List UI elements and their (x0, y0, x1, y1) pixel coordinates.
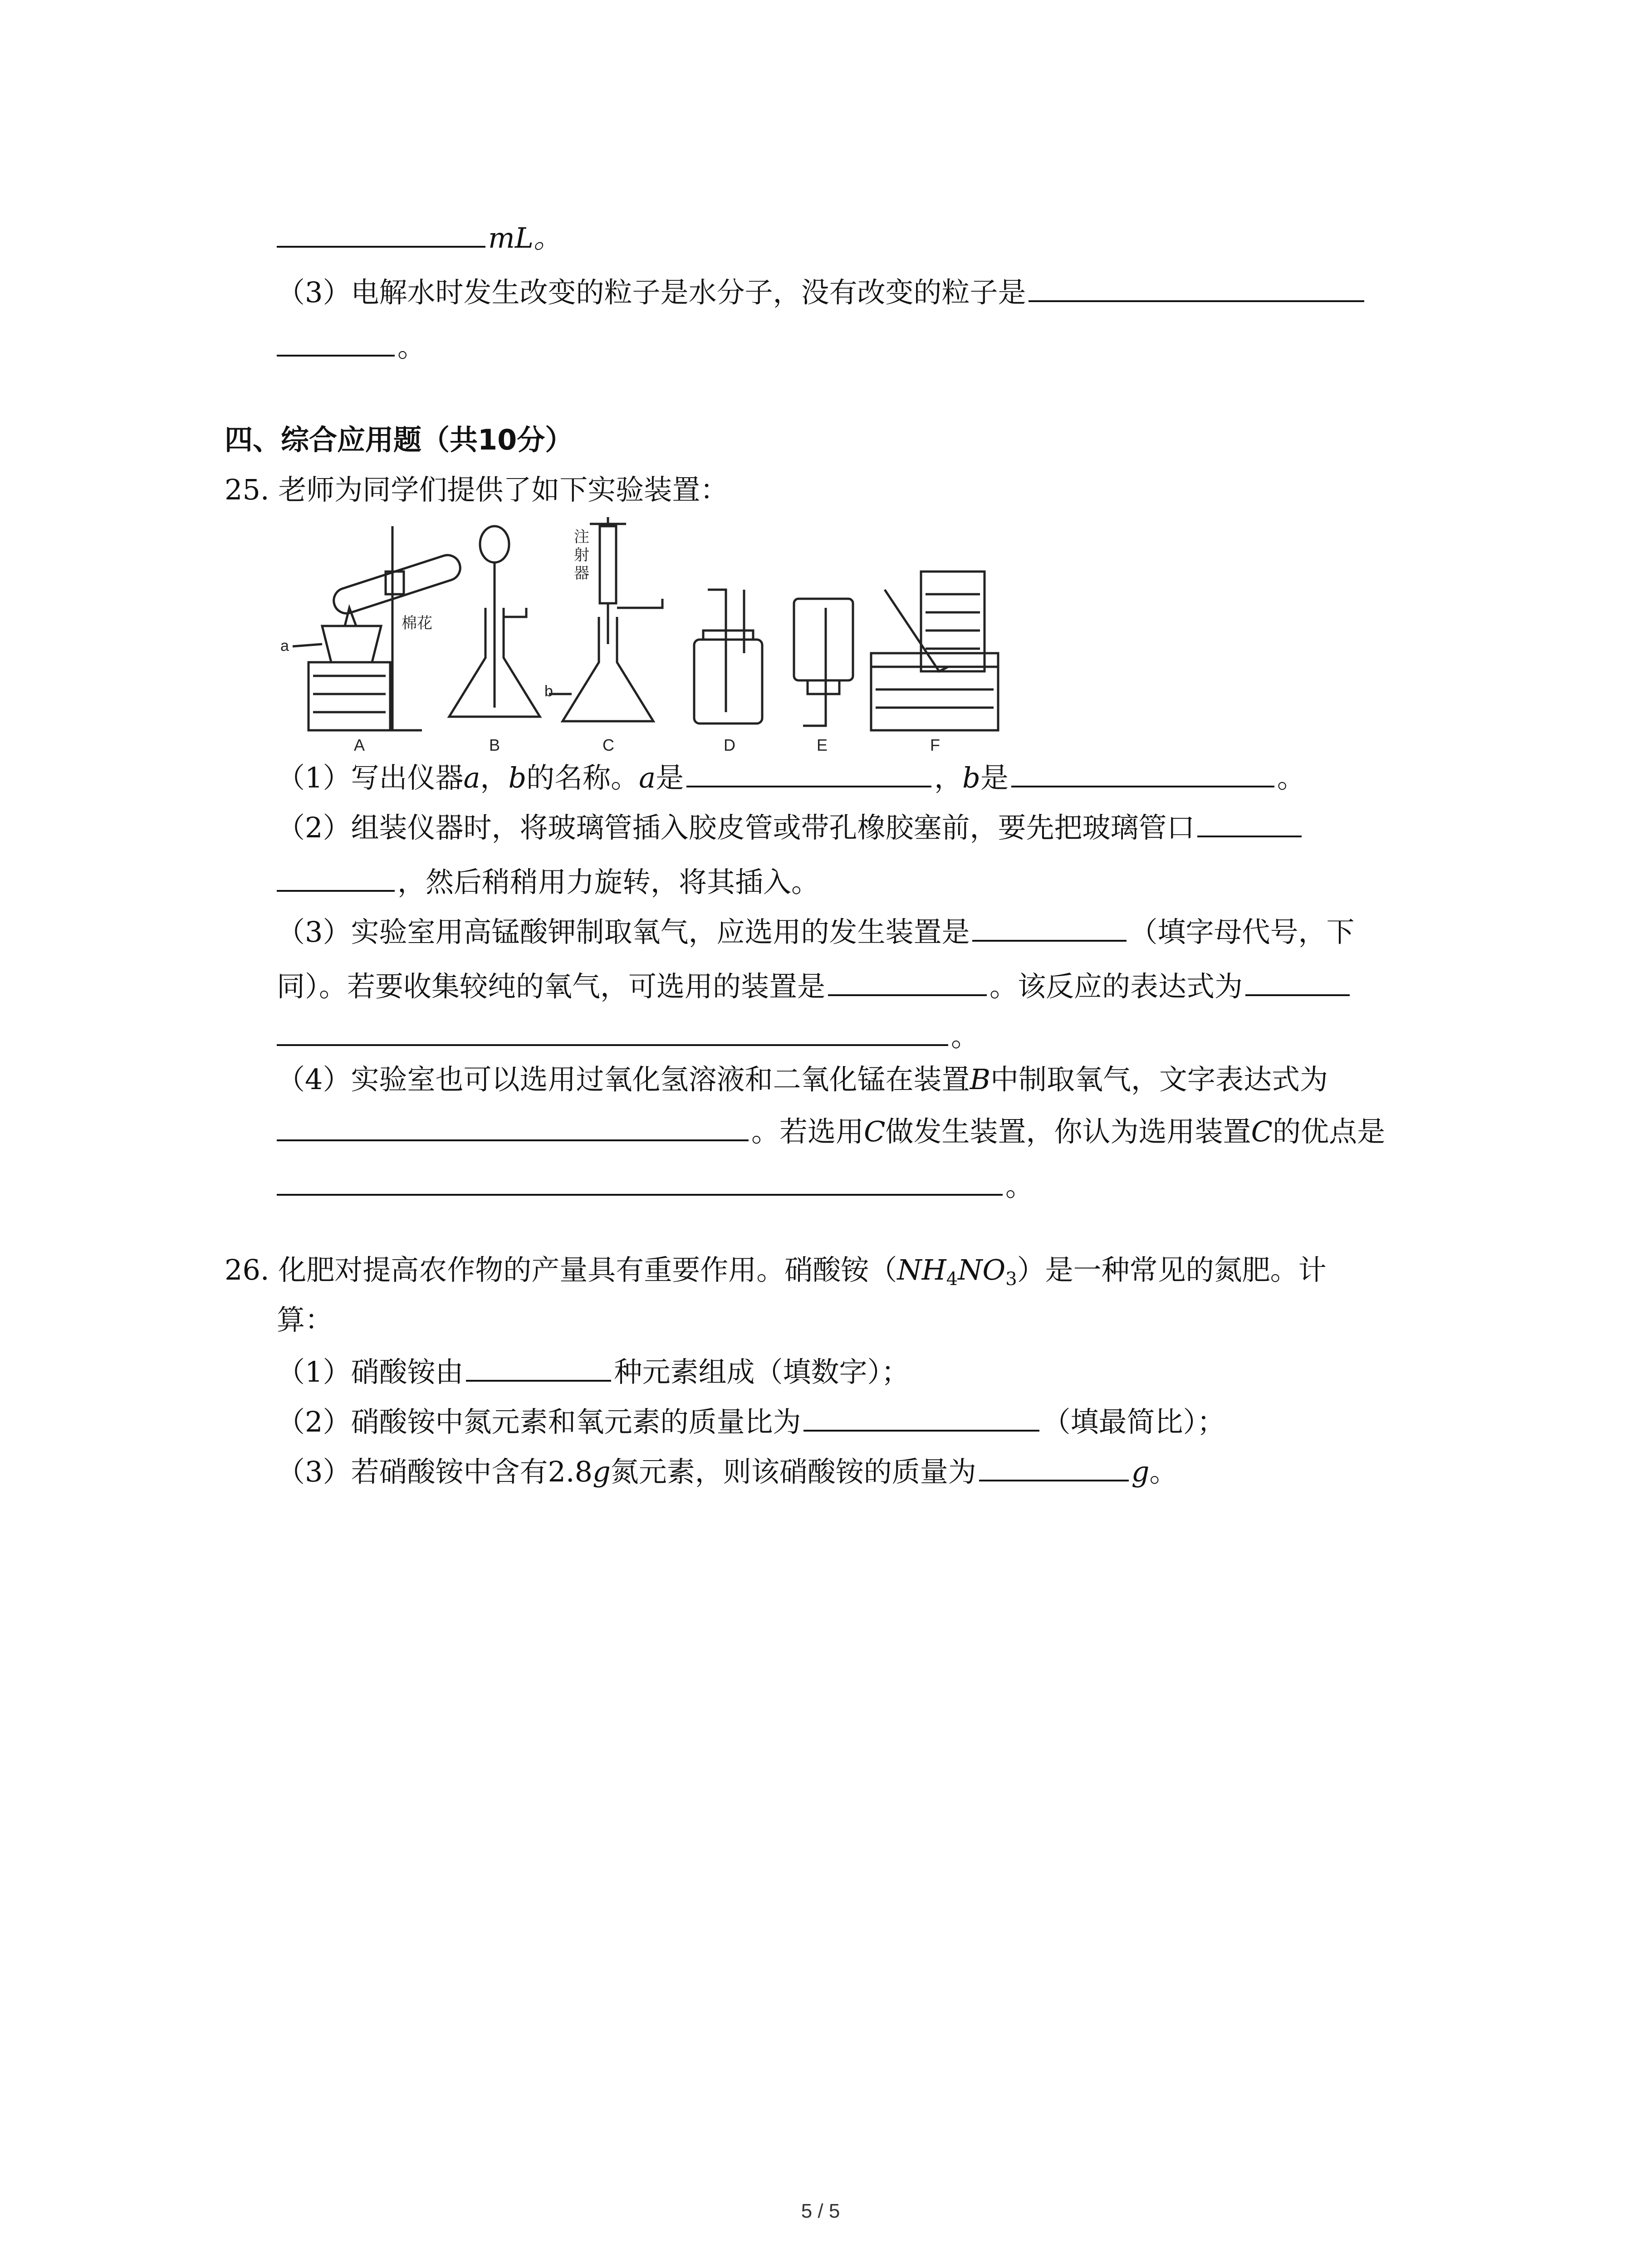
question-25-2: （2）组装仪器时，将玻璃管插入胶皮管或带孔橡胶塞前，要先把玻璃管口 (277, 807, 1304, 846)
question-26-3: （3）若硝酸铵中含有2.8g氮元素，则该硝酸铵的质量为 g。 (277, 1452, 1178, 1490)
question-25-2-cont: ，然后稍稍用力旋转，将其插入。 (277, 862, 819, 900)
bottle-e (794, 599, 853, 680)
question-26-2: （2）硝酸铵中氮元素和氧元素的质量比为 （填最简比）； (277, 1402, 1225, 1440)
blank[interactable] (277, 862, 395, 892)
caption-a: A (354, 736, 365, 753)
question-25-4-end: 。 (277, 1166, 1034, 1204)
syringe (600, 526, 616, 603)
blank[interactable] (277, 1111, 749, 1141)
label-syringe-1: 注 (574, 528, 589, 546)
question-24-3: （3）电解水时发生改变的粒子是水分子，没有改变的粒子是 (277, 272, 1367, 311)
blank[interactable] (277, 218, 485, 248)
blank[interactable] (277, 327, 395, 357)
blank[interactable] (1197, 807, 1302, 837)
funnel (480, 526, 509, 562)
section-title: 四、综合应用题（共10分） (225, 423, 573, 456)
blank[interactable] (686, 758, 931, 787)
blank[interactable] (277, 1166, 1003, 1196)
label-cotton: 棉花 (402, 615, 432, 632)
label-syringe-2: 射 (574, 547, 589, 564)
question-25-4-cont: 。若选用C做发生装置，你认为选用装置C的优点是 (277, 1111, 1385, 1150)
blank[interactable] (979, 1452, 1129, 1481)
blank[interactable] (277, 1016, 948, 1046)
apparatus-figure (272, 517, 1370, 753)
test-tube (330, 552, 463, 617)
blank[interactable] (972, 912, 1127, 942)
question-25-3-end: 。 (277, 1016, 979, 1055)
question-25-stem: 25. 老师为同学们提供了如下实验装置： (225, 473, 729, 506)
question-25-3-cont: 同）。若要收集较纯的氧气，可选用的装置是 。该反应的表达式为 (277, 966, 1352, 1005)
label-a: a (280, 637, 289, 655)
caption-c: C (603, 736, 614, 753)
blank[interactable] (828, 966, 987, 996)
question-26-stem-cont: 算： (277, 1303, 333, 1336)
answer-line-volume: mL。 (277, 218, 562, 256)
wooden-block (309, 662, 390, 730)
blank[interactable] (803, 1402, 1039, 1432)
question-25-4: （4）实验室也可以选用过氧化氢溶液和二氧化锰在装置B中制取氧气，文字表达式为 (277, 1063, 1328, 1096)
caption-d: D (724, 736, 735, 753)
label-b: b (544, 683, 553, 700)
question-24-3-cont: 。 (277, 327, 426, 365)
blank[interactable] (1029, 272, 1364, 302)
question-25-1: （1）写出仪器a，b的名称。a是 ，b是 。 (277, 758, 1305, 796)
question-25-3: （3）实验室用高锰酸钾制取氧气，应选用的发生装置是 （填字母代号，下 (277, 912, 1354, 950)
blank[interactable] (1245, 966, 1350, 996)
caption-b: B (489, 736, 500, 753)
question-26-1: （1）硝酸铵由 种元素组成（填数字）； (277, 1352, 909, 1390)
bottle-d (694, 640, 762, 723)
alcohol-lamp (322, 626, 381, 662)
label-syringe-3: 器 (574, 565, 589, 582)
page-number: 5 / 5 (801, 2200, 840, 2222)
blank[interactable] (466, 1352, 611, 1382)
blank[interactable] (1011, 758, 1274, 787)
question-26-stem: 26. 化肥对提高农作物的产量具有重要作用。硝酸铵$(NH_4NO_3)$是一种常见的氮肥。计 (225, 1253, 1327, 1290)
caption-e: E (817, 736, 828, 753)
caption-f: F (930, 736, 940, 753)
